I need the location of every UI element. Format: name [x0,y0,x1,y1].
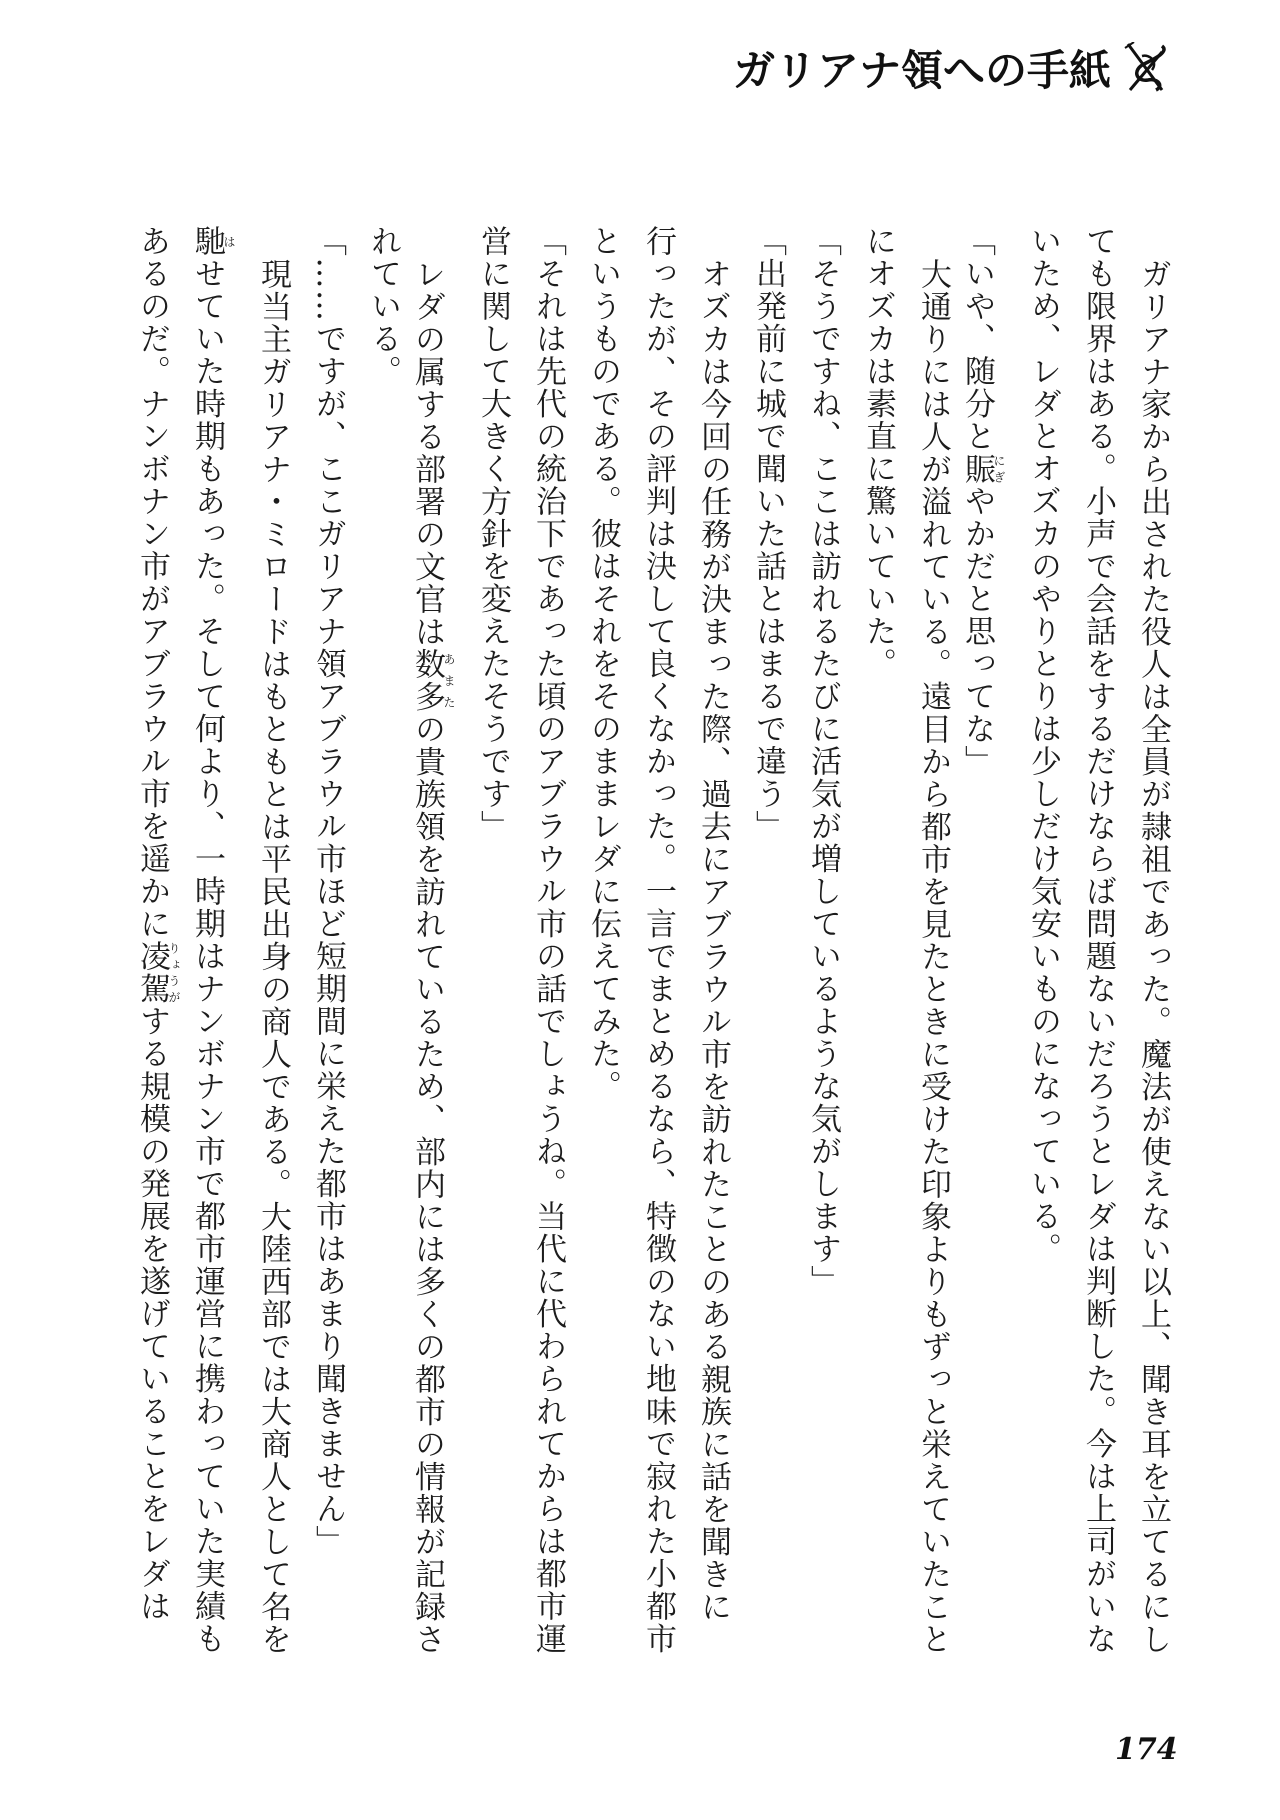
text-column: 「それは先代の統治下であった頃のアブラウル市の話でしょうね。当代に代わられてからは都市運 [530,225,566,1655]
sword-ribbon-emblem-icon [1122,42,1172,94]
text-segment: の貴族領を訪れているため、部内には多くの都市の情報が記録さ [409,713,445,1656]
running-header [733,40,1111,96]
ruby-base: 凌駕 [134,940,170,1005]
text-column: 「そうですね、ここは訪れるたびに活気が増しているような気がします」 [805,225,841,1298]
ruby-word [189,225,236,258]
text-column: というものである。彼はそれをそのままレダに伝えてみた。 [585,225,621,1103]
text-column: 「出発前に城で聞いた話とはまるで違う」 [750,225,786,843]
ruby-word [409,648,456,713]
ruby-base: 賑 [959,452,995,485]
ruby-base: 数多 [409,648,445,713]
page-number: 174 [1115,1732,1178,1767]
text-column: 「……ですが、ここガリアナ領アブラウル市ほど短期間に栄えた都市はあまり聞きません」 [310,225,346,1558]
ruby-word [134,940,181,1005]
text-column [959,225,1006,1655]
ruby-reading: あまた [442,648,456,713]
text-column: 行ったが、その評判は決して良くなかった。一言でまとめるなら、特徴のない地味で寂れた小都市 [640,225,676,1655]
text-column: ガリアナ家から出された役人は全員が隷祖であった。魔法が使えない以上、聞き耳を立てるにし [1135,258,1171,1656]
text-segment: レダの属する部署の文官は [409,258,445,648]
chapter-title: ガリアナ領への手紙 [733,46,1112,95]
text-segment: せていた時期もあった。そして何より、一時期はナンボナン市で都市運営に携わっていた実績も [189,257,225,1655]
text-column [134,225,181,1655]
text-segment: やかだと思ってな」 [959,485,995,778]
ruby-reading: りょうが [167,940,181,1005]
ruby-reading: は [222,225,236,258]
ruby-reading: にぎ [992,452,1006,485]
text-column: にオズカは素直に驚いていた。 [860,225,896,680]
text-column: れている。 [365,225,401,388]
text-segment: あるのだ。ナンボナン市がアブラウル市を遥かに [134,225,170,940]
ruby-word [959,452,1006,486]
text-column [409,225,456,1688]
text-column: 大通りには人が溢れている。遠目から都市を見たときに受けた印象よりもずっと栄えていたこと [915,258,951,1656]
text-column: 営に関して大きく方針を変えたそうです」 [475,225,511,843]
text-segment: する規模の発展を遂げていることをレダは [134,1005,170,1623]
text-column: いため、レダとオズカのやりとりは少しだけ気安いものになっている。 [1025,225,1061,1265]
ruby-base: 馳 [189,225,225,258]
text-column: オズカは今回の任務が決まった際、過去にアブラウル市を訪れたことのある親族に話を聞きに [695,258,731,1623]
text-column [189,225,236,1655]
text-segment: 「いや、随分と [959,225,995,453]
text-column: 現当主ガリアナ・ミロードはもともとは平民出身の商人である。大陸西部では大商人として名を [255,258,291,1656]
text-column: ても限界はある。小声で会話をするだけならば問題ないだろうとレダは判断した。今は上司がいな [1080,225,1116,1655]
